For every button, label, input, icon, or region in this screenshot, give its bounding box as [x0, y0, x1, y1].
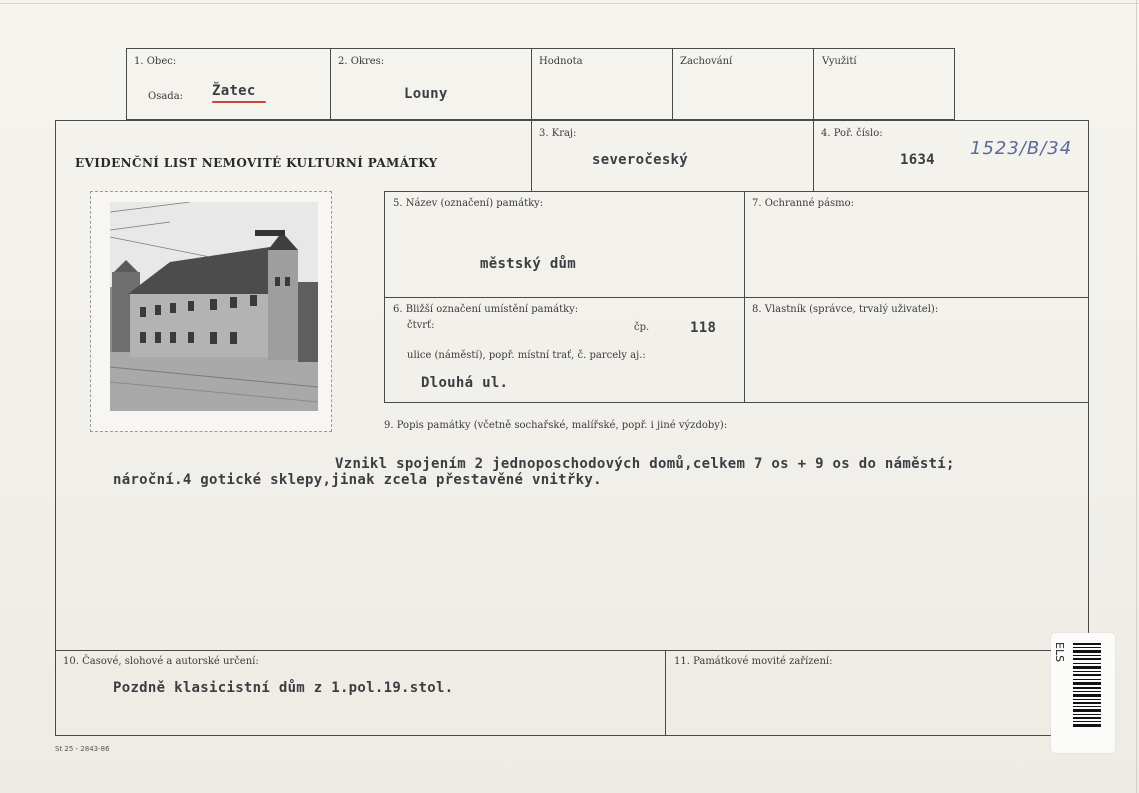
urceni-label: 10. Časové, slohové a autorské určení:	[63, 656, 259, 667]
umisteni-label: 6. Bližší označení umístění památky:	[393, 304, 579, 315]
movite-label: 11. Památkové movité zařízení:	[674, 656, 833, 667]
cp-label: čp.	[634, 322, 650, 333]
vlastnik-label: 8. Vlastník (správce, trvalý uživatel):	[752, 304, 939, 315]
popis-line-2: nároční.4 gotické sklepy,jinak zcela přestavěné vnitřky.	[113, 472, 602, 488]
okres-value: Louny	[404, 86, 448, 102]
zachovani-label: Zachování	[680, 56, 733, 67]
paper-edge-right	[1136, 0, 1137, 793]
obec-label: 1. Obec:	[134, 56, 177, 67]
form-code: St 25 - 2843-86	[55, 745, 110, 753]
por-cislo-label: 4. Poř. číslo:	[821, 128, 883, 139]
vyuziti-label: Využití	[822, 56, 857, 67]
osada-underline	[212, 101, 266, 103]
sheet-title: EVIDENČNÍ LIST NEMOVITÉ KULTURNÍ PAMÁTKY	[75, 156, 438, 170]
hodnota-label: Hodnota	[539, 56, 583, 67]
barcode-text: ELS	[1053, 642, 1066, 663]
osada-label: Osada:	[148, 91, 184, 102]
popis-label: 9. Popis památky (včetně sochařské, malířské, popř. i jiné výzdoby):	[384, 420, 728, 431]
okres-label: 2. Okres:	[338, 56, 385, 67]
handwritten-number: 1523/B/34	[970, 138, 1073, 159]
por-cislo-value: 1634	[900, 152, 935, 168]
ulice-value: Dlouhá ul.	[421, 375, 509, 391]
popis-line-1: Vznikl spojením 2 jednoposchodových domů,celkem 7 os + 9 os do náměstí;	[335, 456, 955, 472]
ctvrt-label: čtvrť:	[407, 320, 435, 331]
osada-value: Žatec	[212, 83, 256, 99]
kraj-label: 3. Kraj:	[539, 128, 577, 139]
kraj-value: severočeský	[592, 152, 689, 168]
cp-value: 118	[690, 320, 717, 336]
paper-edge-top	[0, 3, 1139, 4]
urceni-value: Pozdně klasicistní dům z 1.pol.19.stol.	[113, 680, 454, 696]
nazev-value: městský dům	[480, 256, 577, 272]
ochranne-pasmo-label: 7. Ochranné pásmo:	[752, 198, 855, 209]
nazev-label: 5. Název (označení) památky:	[393, 198, 544, 209]
ulice-label: ulice (náměstí), popř. místní trať, č. parcely aj.:	[407, 350, 646, 361]
building-photo	[110, 202, 318, 411]
